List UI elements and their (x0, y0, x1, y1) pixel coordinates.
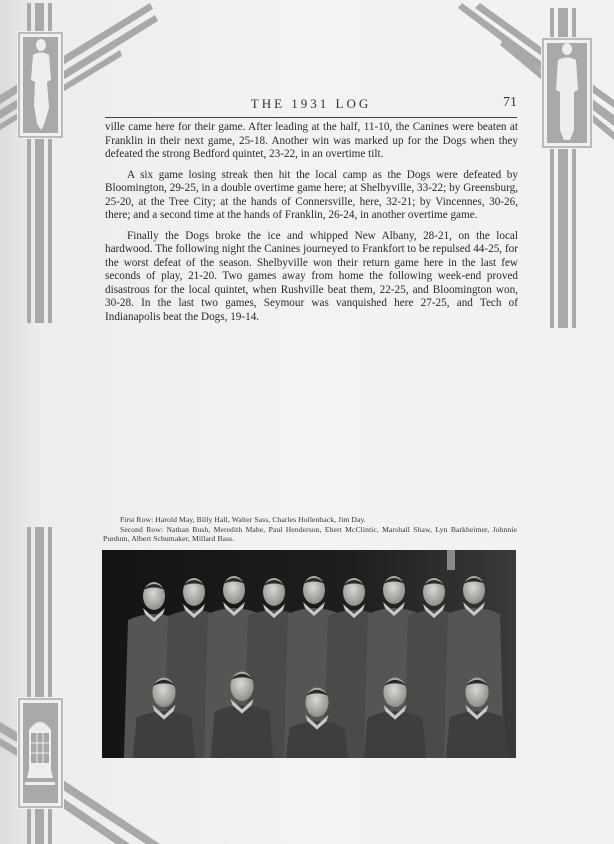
running-head (105, 95, 517, 118)
caption-second-row: Second Row: Nathan Bush, Meredith Mabe, Paul Henderson, Ebert McClintic, Marshall Shaw, Lyn Barkheimer, Johnnie Purdum, Albert Schumaker, Millard Bass. (103, 524, 517, 544)
page-number: 71 (503, 95, 517, 110)
paragraph: Finally the Dogs broke the ice and whipped New Albany, 28-21, on the local hardwood. The following night the Canines journeyed to Frankfort to be repulsed 44-25, for the worst defeat of the season. Shelbyville won their return game here in the last few seconds of play, 21-20. Two games away from home the following week-end proved disastrous for the local quintet, when Rushville beat them, 22-25, and Bloomington won, 30-28. In the last two games, Seymour was vanquished here 27-25, and Tech of Indianapolis beat the Dogs, 19-14. (105, 229, 518, 323)
arched-window-icon (25, 722, 55, 785)
running-title: THE 1931 LOG (250, 96, 372, 111)
team-photo-illustration (102, 550, 516, 758)
caption-first-row: First Row: Harold May, Billy Hall, Walter Sass, Charles Hollenback, Jim Day. (120, 515, 366, 524)
article-body (105, 121, 518, 331)
paragraph: A six game losing streak then hit the local camp as the Dogs were defeated by Bloomington, 29-25, in a double overtime game here; at Shelbyville, 33-22; by Greensburg, 25-20, at the Tree City; at the hands of Connersville, here, 32-21; by Vincennes, 30-26, there; and a second time at the hands of Franklin, 26-24, in another overtime game. (105, 168, 518, 221)
paragraph: ville came here for their game. After leading at the half, 11-10, the Canines were beaten at Franklin in their next game, 25-18. Another win was marked up for the Dogs when they defeated the strong Bedford quintet, 23-22, in an overtime tilt. (105, 121, 518, 160)
photo-caption (103, 515, 517, 544)
team-photo (102, 550, 516, 758)
